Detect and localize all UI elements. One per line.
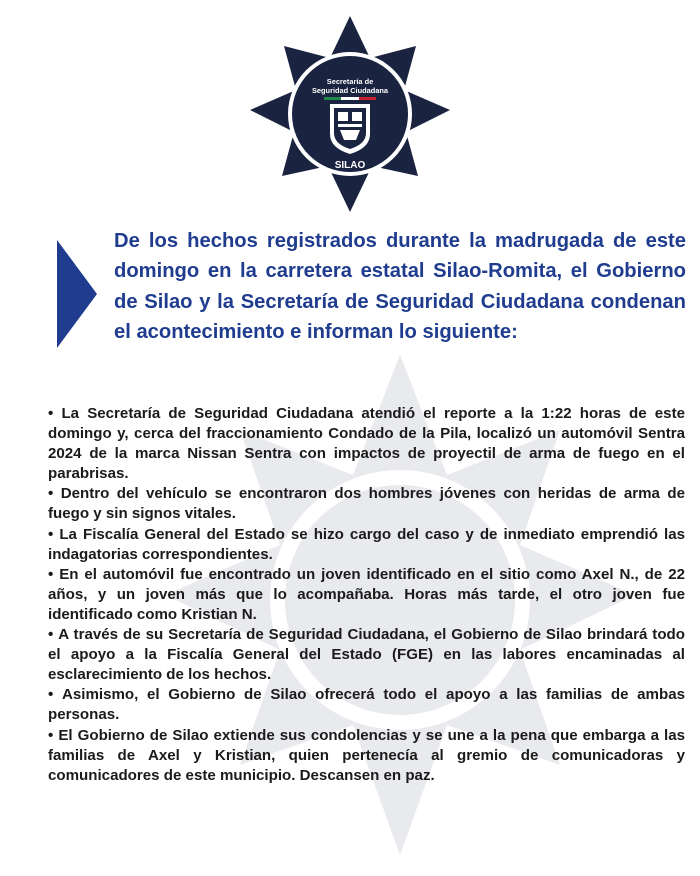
play-arrow-icon	[57, 240, 97, 348]
headline-paragraph: De los hechos registrados durante la madrugada de este domingo en la carretera estatal Silao-Romita, el Gobierno de Silao y la Secretaría de Seguridad Ciudadana condenan el acontecimiento e informan lo siguiente:	[114, 230, 686, 344]
bullet-item: • Dentro del vehículo se encontraron dos hombres jóvenes con heridas de arma de fuego y sin signos vitales.	[48, 484, 685, 524]
police-badge-logo	[246, 16, 454, 216]
badge-title-line2: Seguridad Ciudadana	[312, 86, 388, 95]
badge-city-name: SILAO	[334, 160, 366, 171]
bullet-item: • A través de su Secretaría de Seguridad Ciudadana, el Gobierno de Silao brindará todo el apoyo a la Fiscalía General del Estado (FGE) en las labores encaminadas al esclarecimiento de los hechos.	[48, 625, 685, 685]
bullet-item: • En el automóvil fue encontrado un joven identificado en el sitio como Axel N., de 22 años, y un joven más que lo acompañaba. Horas más tarde, el otro joven fue identificado como Kristian N.	[48, 565, 685, 625]
coat-of-arms-icon	[330, 104, 370, 154]
bullet-item: • La Fiscalía General del Estado se hizo cargo del caso y de inmediato emprendió las indagatorias correspondientes.	[48, 525, 685, 565]
bullet-item: • El Gobierno de Silao extiende sus condolencias y se une a la pena que embarga a las familias de Axel y Kristian, quien pertenecía al gremio de comunicadoras y comunicadores de este municipio. Descansen en paz.	[48, 726, 685, 786]
badge-title-line1: Secretaría de	[326, 77, 374, 86]
bulletin-list	[48, 404, 685, 786]
bullet-item: • Asimismo, el Gobierno de Silao ofrecerá todo el apoyo a las familias de ambas personas.	[48, 685, 685, 725]
bullet-item: • La Secretaría de Seguridad Ciudadana atendió el reporte a la 1:22 horas de este domingo y, cerca del fraccionamiento Condado de la Pila, localizó un automóvil Sentra 2024 de la marca Nissan Sentra con impactos de proyectil de arma de fuego en el parabrisas.	[48, 404, 685, 484]
